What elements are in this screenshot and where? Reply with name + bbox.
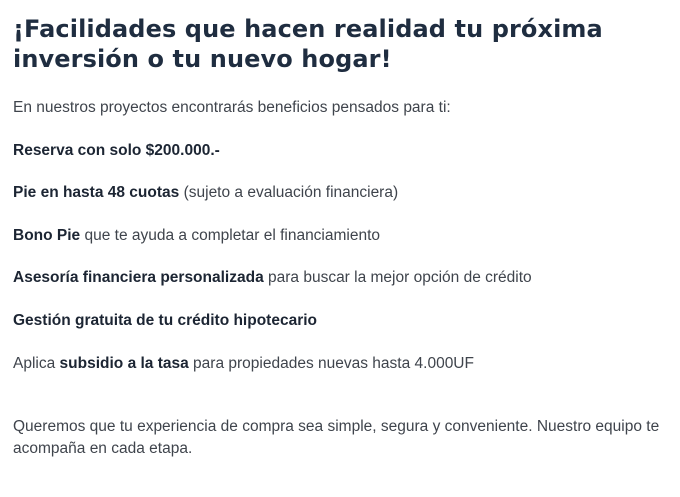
benefit-advisory-bold: Asesoría financiera personalizada [13, 269, 264, 286]
benefit-installments-bold: Pie en hasta 48 cuotas [13, 184, 180, 201]
benefit-advisory-rest: para buscar la mejor opción de crédito [263, 269, 532, 286]
intro-text: En nuestros proyectos encontrarás beneficios pensados para ti: [13, 99, 451, 116]
benefit-subsidy [13, 353, 474, 375]
benefit-bono-pie-rest: que te ayuda a completar el financiamiento [80, 227, 381, 244]
benefit-mortgage-management [13, 310, 317, 332]
benefit-installments-rest: (sujeto a evaluación financiera) [179, 184, 399, 201]
title-line-2: inversión o tu nuevo hogar! [13, 45, 392, 73]
benefit-subsidy-prefix: Aplica [13, 355, 60, 372]
benefit-mortgage-bold: Gestión gratuita de tu crédito hipotecario [13, 312, 318, 329]
benefit-bono-pie [13, 225, 380, 247]
title-line-1: ¡Facilidades que hacen realidad tu próxima [13, 15, 603, 43]
benefit-subsidy-rest: para propiedades nuevas hasta 4.000UF [188, 355, 474, 372]
closing-text: Queremos que tu experiencia de compra sea simple, segura y conveniente. Nuestro equipo te acompaña en cada etapa. [13, 418, 660, 457]
page-title [13, 14, 673, 74]
benefit-subsidy-bold: subsidio a la tasa [59, 355, 189, 372]
benefit-reservation [13, 140, 220, 162]
benefit-advisory [13, 267, 532, 289]
benefit-bono-pie-bold: Bono Pie [13, 227, 81, 244]
benefits-section [13, 14, 673, 457]
benefit-installments [13, 182, 398, 204]
benefit-reservation-bold: Reserva con solo $200.000.- [13, 142, 220, 159]
